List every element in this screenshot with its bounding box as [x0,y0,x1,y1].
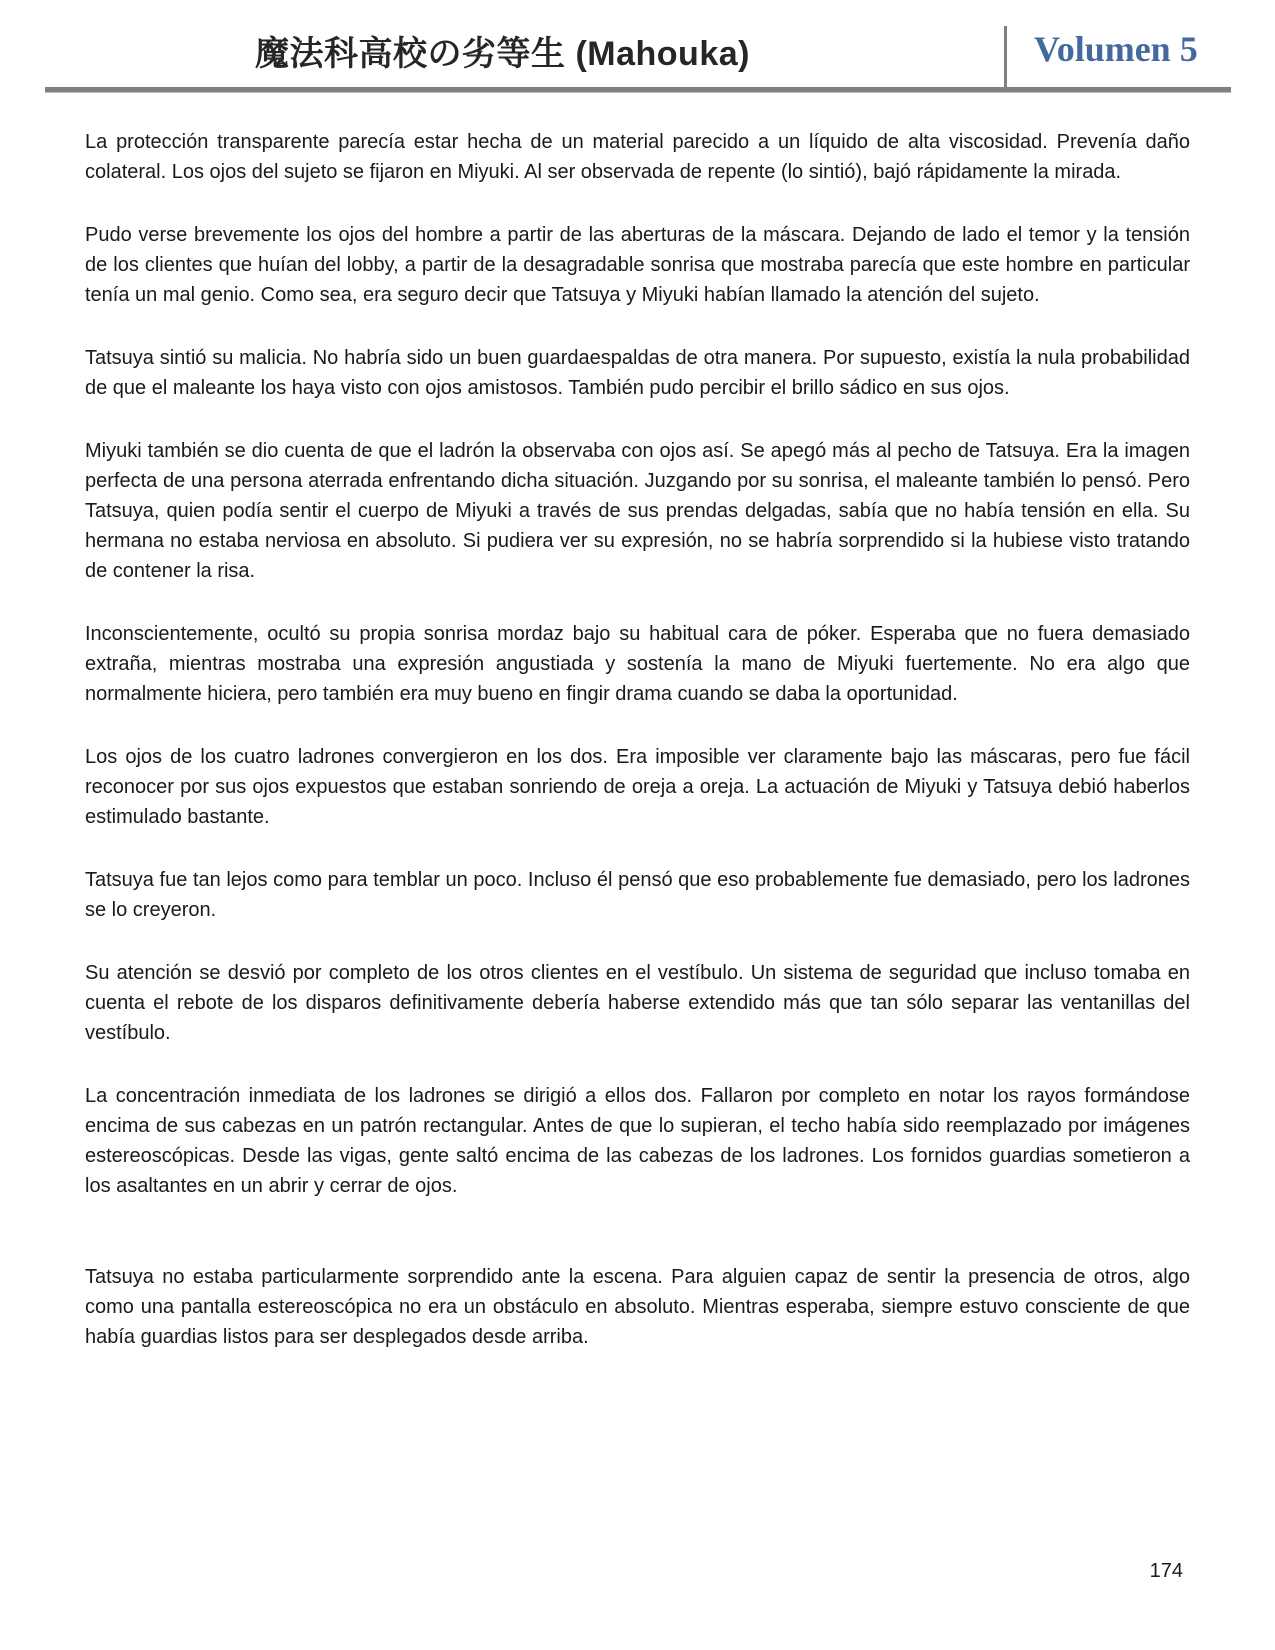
blank-line [85,1234,1190,1262]
page-body [0,93,1275,1352]
paragraph: Inconscientemente, ocultó su propia sonrisa mordaz bajo su habitual cara de póker. Esperaba que no fuera demasiado extraña, mientras mostraba una expresión angustiada y sostenía la mano de Miyuki fuertemente. No era algo que normalmente hiciera, pero también era muy bueno en fingir drama cuando se daba la oportunidad. [85,623,1190,705]
document-title: 魔法科高校の劣等生 (Mahouka) [255,35,750,73]
header-horizontal-rule [45,87,1231,93]
paragraph: Tatsuya fue tan lejos como para temblar un poco. Incluso él pensó que eso probablemente fue demasiado, pero los ladrones se lo creyeron. [85,869,1190,921]
paragraph: La concentración inmediata de los ladrones se dirigió a ellos dos. Fallaron por completo en notar los rayos formándose encima de sus cabezas en un patrón rectangular. Antes de que lo supieran, el techo había sido reemplazado por imágenes estereoscópicas. Desde las vigas, gente saltó encima de las cabezas de los ladrones. Los fornidos guardias sometieron a los asaltantes en un abrir y cerrar de ojos. [85,1085,1190,1197]
paragraph: Tatsuya sintió su malicia. No habría sido un buen guardaespaldas de otra manera. Por supuesto, existía la nula probabilidad de que el maleante los haya visto con ojos amistosos. También pudo percibir el brillo sádico en sus ojos. [85,347,1190,399]
paragraph: Pudo verse brevemente los ojos del hombre a partir de las aberturas de la máscara. Dejando de lado el temor y la tensión de los clientes que huían del lobby, a partir de la desagradable sonrisa que mostraba parecía que este hombre en particular tenía un mal genio. Como sea, era seguro decir que Tatsuya y Miyuki habían llamado la atención del sujeto. [85,224,1190,306]
header-vertical-divider [1004,26,1007,88]
page-header [0,0,1275,93]
paragraph: La protección transparente parecía estar hecha de un material parecido a un líquido de alta viscosidad. Prevenía daño colateral. Los ojos del sujeto se fijaron en Miyuki. Al ser observada de repente (lo sintió), bajó rápidamente la mirada. [85,131,1190,183]
paragraph: Su atención se desvió por completo de los otros clientes en el vestíbulo. Un sistema de seguridad que incluso tomaba en cuenta el rebote de los disparos definitivamente debería haberse extendido más que tan sólo separar las ventanillas del vestíbulo. [85,962,1190,1044]
volume-label: Volumen 5 [1034,29,1198,69]
page-number: 174 [1149,1560,1183,1582]
paragraph: Miyuki también se dio cuenta de que el ladrón la observaba con ojos así. Se apegó más al pecho de Tatsuya. Era la imagen perfecta de una persona aterrada enfrentando dicha situación. Juzgando por su sonrisa, el maleante también lo pensó. Pero Tatsuya, quien podía sentir el cuerpo de Miyuki a través de sus prendas delgadas, sabía que no había tensión en ella. Su hermana no estaba nerviosa en absoluto. Si pudiera ver su expresión, no se habría sorprendido si la hubiese visto tratando de contener la risa. [85,440,1190,582]
paragraph: Tatsuya no estaba particularmente sorprendido ante la escena. Para alguien capaz de sentir la presencia de otros, algo como una pantalla estereoscópica no era un obstáculo en absoluto. Mientras esperaba, siempre estuvo consciente de que había guardias listos para ser desplegados desde arriba. [85,1266,1190,1348]
paragraph: Los ojos de los cuatro ladrones convergieron en los dos. Era imposible ver claramente bajo las máscaras, pero fue fácil reconocer por sus ojos expuestos que estaban sonriendo de oreja a oreja. La actuación de Miyuki y Tatsuya debió haberlos estimulado bastante. [85,746,1190,828]
